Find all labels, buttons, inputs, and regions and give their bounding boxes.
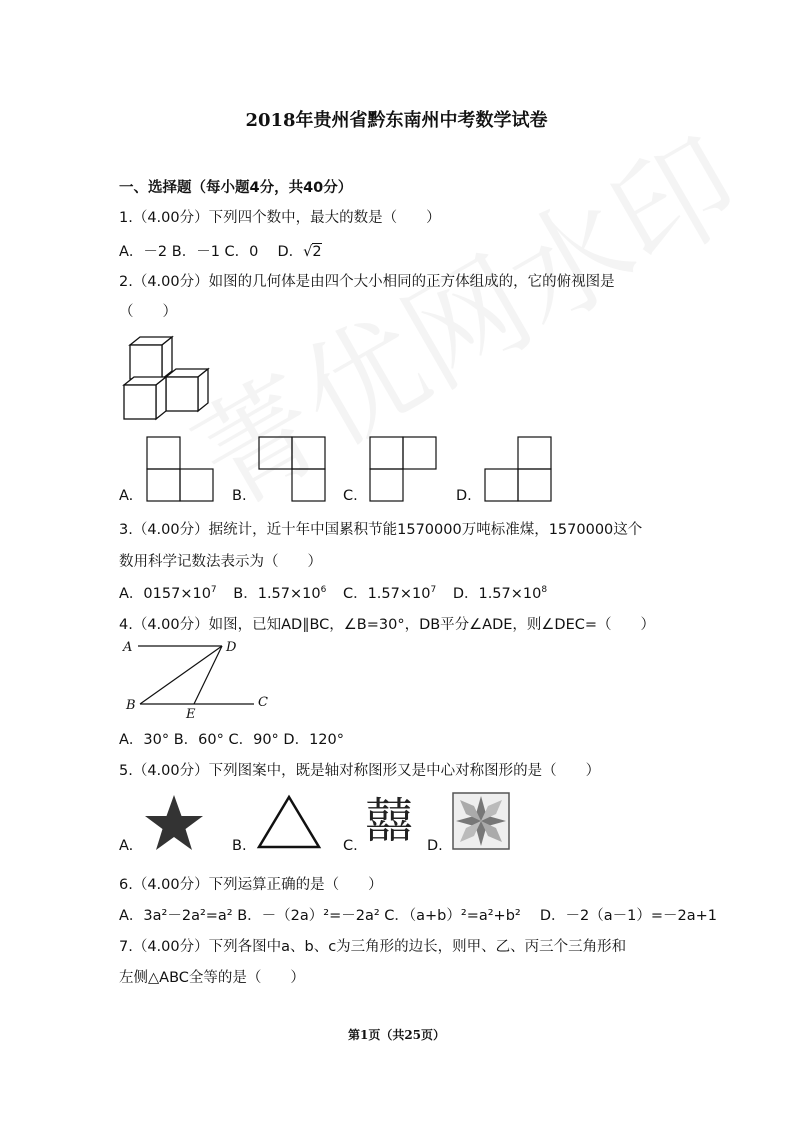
q3-option-a: A．0157×10 bbox=[119, 586, 211, 602]
question-6-stem: 6.（4.00分）下列运算正确的是（ ） bbox=[119, 877, 383, 893]
q4-point-e: E bbox=[186, 707, 196, 722]
q4-point-d: D bbox=[226, 640, 237, 655]
question-7-stem-line1: 7.（4.00分）下列各图中a、b、c为三角形的边长，则甲、乙、丙三个三角形和 bbox=[119, 939, 627, 955]
sqrt-radicand: 2 bbox=[312, 244, 322, 260]
q3-option-a-exp: 7 bbox=[210, 585, 217, 596]
section-heading: 一、选择题（每小题4分，共40分） bbox=[119, 180, 353, 196]
q2-option-d-figure bbox=[484, 436, 552, 502]
star-icon bbox=[143, 793, 205, 853]
double-happiness-glyph: 囍 bbox=[365, 793, 414, 849]
tile-pattern-icon bbox=[452, 792, 510, 850]
triangle-icon bbox=[256, 794, 322, 850]
cube-solid-figure bbox=[118, 335, 218, 425]
question-1-options bbox=[119, 240, 322, 261]
q2-option-b-figure bbox=[258, 436, 326, 502]
sqrt-sign: √ bbox=[303, 244, 313, 260]
question-3-stem-line1: 3.（4.00分）据统计，近十年中国累积节能1570000万吨标准煤，1570000这个 bbox=[119, 522, 643, 538]
question-1-stem: 1.（4.00分）下列四个数中，最大的数是（ ） bbox=[119, 210, 441, 226]
page-footer: 第1页（共25页） bbox=[347, 1028, 446, 1042]
q2-label-a: A. bbox=[119, 488, 134, 504]
q4-point-b: B bbox=[126, 698, 136, 713]
q3-option-b: B．1.57×10 bbox=[233, 586, 321, 602]
q3-option-d-exp: 8 bbox=[541, 585, 548, 596]
q3-option-c: C．1.57×10 bbox=[342, 586, 431, 602]
q4-point-c: C bbox=[258, 695, 268, 710]
question-3-stem-line2: 数用科学记数法表示为（ ） bbox=[119, 554, 322, 570]
q3-option-b-exp: 6 bbox=[320, 585, 327, 596]
q5-label-a: A. bbox=[119, 838, 134, 854]
q2-label-d: D. bbox=[456, 488, 472, 504]
q5-label-c: C. bbox=[343, 838, 358, 854]
q3-option-c-exp: 7 bbox=[430, 585, 437, 596]
q2-label-c: C. bbox=[343, 488, 358, 504]
question-5-stem: 5.（4.00分）下列图案中，既是轴对称图形又是中心对称图形的是（ ） bbox=[119, 763, 601, 779]
q4-point-a: A bbox=[123, 640, 133, 655]
q5-label-b: B. bbox=[232, 838, 247, 854]
q5-label-d: D. bbox=[427, 838, 443, 854]
question-6-options: A．3a²－2a²=a² B．－（2a）²=－2a² C．（a+b）²=a²+b² D．－2（a－1）=－2a+1 bbox=[119, 908, 717, 924]
question-3-options bbox=[119, 582, 547, 603]
q4-geometry-figure bbox=[118, 636, 288, 722]
question-4-stem: 4.（4.00分）如图，已知AD∥BC，∠B=30°，DB平分∠ADE，则∠DEC=（ ） bbox=[119, 617, 656, 633]
q3-option-d: D．1.57×10 bbox=[452, 586, 542, 602]
q2-option-a-figure bbox=[146, 436, 214, 502]
q2-label-b: B. bbox=[232, 488, 247, 504]
question-7-stem-line2: 左侧△ABC全等的是（ ） bbox=[119, 970, 305, 986]
question-2-stem-line2: （ ） bbox=[119, 304, 177, 320]
q2-option-c-figure bbox=[369, 436, 437, 502]
question-1-options-text: A．－2 B．－1 C．0 D． bbox=[119, 244, 304, 260]
watermark bbox=[160, 90, 766, 539]
question-2-stem-line1: 2.（4.00分）如图的几何体是由四个大小相同的正方体组成的，它的俯视图是 bbox=[119, 274, 615, 290]
question-4-options: A．30° B．60° C．90° D．120° bbox=[119, 732, 345, 748]
page-title: 2018年贵州省黔东南州中考数学试卷 bbox=[245, 110, 548, 131]
